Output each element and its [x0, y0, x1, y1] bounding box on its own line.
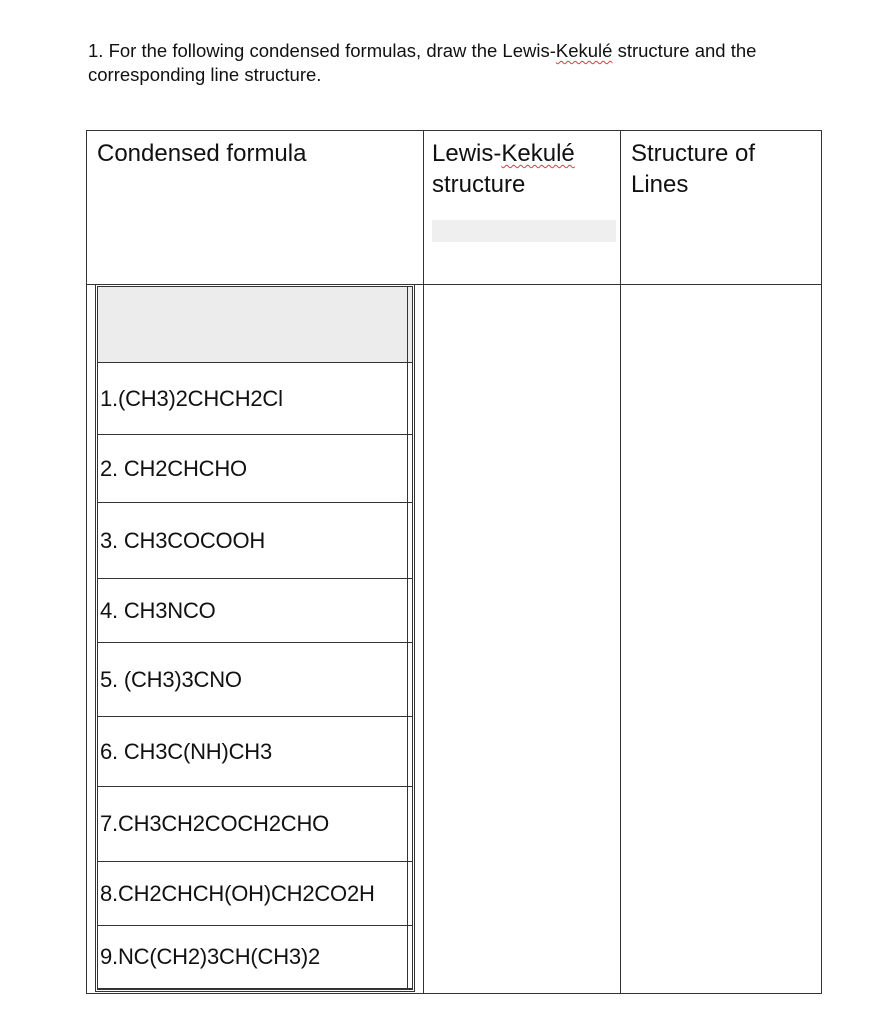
formula-row-6: [98, 717, 412, 787]
formula-text: 6. CH3C(NH)CH3: [100, 738, 272, 764]
formula-row-1: [98, 363, 412, 435]
inner-formula-table: [95, 284, 415, 992]
formula-text: 2. CH2CHCHO: [100, 455, 247, 481]
inner-right-rule: [407, 287, 408, 989]
formula-row-3: [98, 503, 412, 579]
question-part-1: 1. For the following condensed formulas, draw the Lewis-: [88, 40, 556, 61]
formula-text: 3. CH3COCOOH: [100, 527, 266, 553]
formula-text: 7.CH3CH2COCH2CHO: [100, 811, 330, 836]
formula-text: 4. CH3NCO: [100, 597, 216, 623]
header-lewis-text: Lewis-: [432, 140, 502, 167]
formula-row-5: [98, 643, 412, 717]
question-part-2: structure and the corresponding line structure.: [88, 40, 757, 85]
highlight-placeholder: [432, 220, 616, 242]
header-lewis-structure-text: structure: [432, 171, 526, 198]
formula-row-7: [98, 787, 412, 862]
header-condensed-formula: Condensed formula: [97, 140, 307, 167]
formula-row-4: [98, 579, 412, 643]
formula-text: 1.(CH3)2CHCH2Cl: [100, 385, 283, 411]
inner-header-shaded: [98, 287, 412, 363]
formula-row-8: [98, 862, 412, 926]
formula-row-9: [98, 926, 412, 989]
formula-row-2: [98, 435, 412, 503]
formula-text: 5. (CH3)3CNO: [100, 666, 242, 692]
header-lines-text: Lines: [631, 171, 689, 198]
formula-text: 9.NC(CH2)3CH(CH3)2: [100, 944, 321, 969]
formula-text: 8.CH2CHCH(OH)CH2CO2H: [100, 880, 375, 906]
header-lewis-kekule: [432, 138, 575, 200]
header-kekule-word: Kekulé: [501, 140, 575, 167]
column-divider-1: [423, 130, 424, 994]
column-divider-2: [620, 130, 621, 994]
spellcheck-word: Kekulé: [555, 40, 613, 61]
question-text: [88, 39, 848, 87]
header-structure-of-lines: [631, 138, 755, 200]
header-structure-of-text: Structure of: [631, 140, 756, 167]
